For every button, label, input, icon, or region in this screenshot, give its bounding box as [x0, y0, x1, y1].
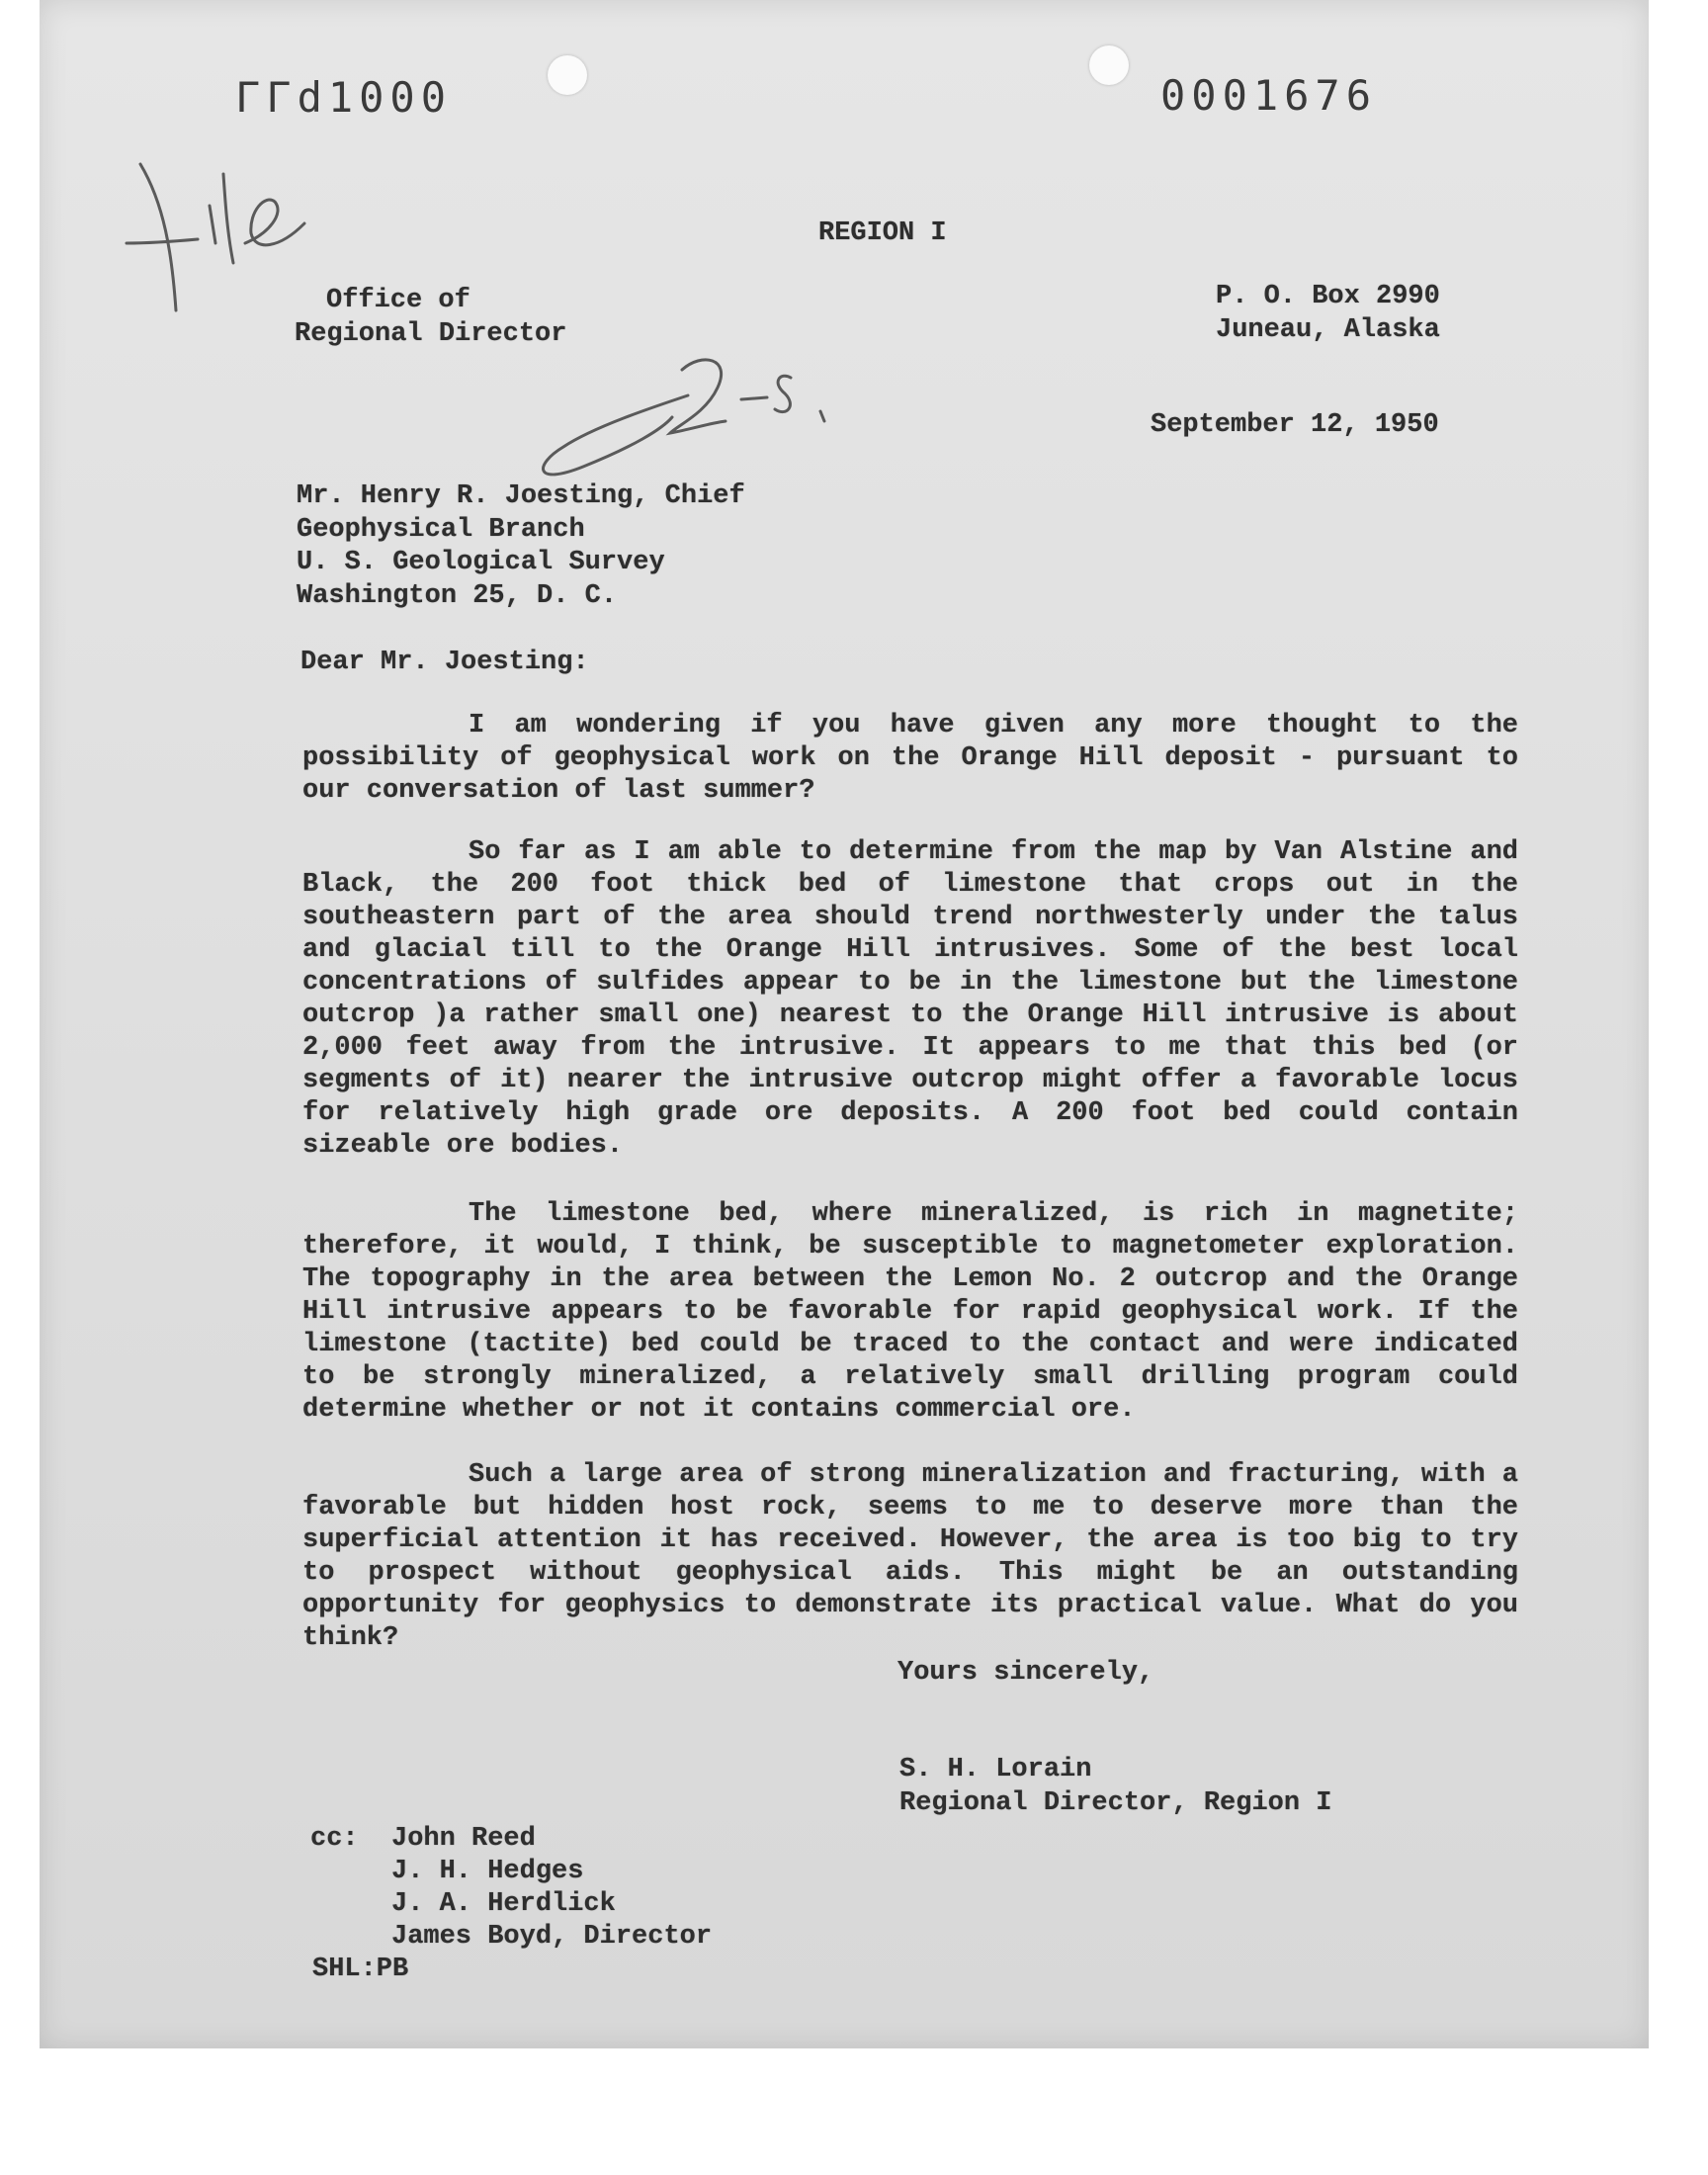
signature-name: S. H. Lorain [899, 1755, 1092, 1784]
recipient-line: Mr. Henry R. Joesting, Chief [297, 481, 745, 511]
typist-initials: SHL:PB [312, 1955, 409, 1984]
punch-hole-left [548, 55, 587, 95]
cc-recipient: J. A. Herdlick [391, 1889, 616, 1919]
paragraph-text: So far as I am able to determine from the map by Van Alstine and Black, the 200 foot thick bed of limestone that crops out in the southeastern part of the area should trend northwesterly under the talus and glacial till to the Orange Hill intrusives. Some of the best local concentrations of sulfides appear to be in the limestone but the limestone outcrop )a rather small one) nearest to the Orange Hill intrusive is about 2,000 feet away from the intrusive. It appears to me that this bed (or segments of it) nearer the intrusive outcrop might offer a favorable locus for relatively high grade ore deposits. A 200 foot bed could contain sizeable ore bodies. [302, 837, 1518, 1161]
document-number-stamp-right: 0001676 [1160, 71, 1378, 120]
paragraph-text: I am wondering if you have given any more thought to the possibility of geophysical work on the Orange Hill deposit - pursuant to our conversation of last summer? [302, 711, 1518, 806]
body-paragraph [302, 710, 1518, 808]
body-paragraph [302, 836, 1518, 1163]
address-line-1: P. O. Box 2990 [1216, 282, 1440, 311]
recipient-line: Geophysical Branch [297, 515, 585, 545]
document-number-stamp-left: ΓΓd1000 [235, 73, 453, 122]
salutation: Dear Mr. Joesting: [300, 648, 589, 677]
punch-hole-right [1089, 45, 1129, 85]
paragraph-text: Such a large area of strong mineralization and fracturing, with a favorable but hidden host rock, seems to me to deserve more than the superficial attention it has received. However, the area is too big to try to prospect without geophysical aids. This might be an outstanding opportunity for geophysics to demonstrate its practical value. What do you think? [302, 1460, 1518, 1653]
cc-label: cc: [310, 1824, 359, 1854]
cc-recipient: John Reed [391, 1824, 536, 1854]
handwritten-file-annotation [107, 95, 364, 352]
signature-title: Regional Director, Region I [899, 1788, 1332, 1818]
cc-recipient: James Boyd, Director [391, 1922, 713, 1952]
office-line-1: Office of [326, 286, 470, 315]
body-paragraph [302, 1198, 1518, 1427]
letter-date: September 12, 1950 [1151, 410, 1439, 440]
cc-recipient: J. H. Hedges [391, 1857, 584, 1886]
recipient-line: U. S. Geological Survey [297, 548, 665, 577]
handwritten-code-annotation [494, 338, 830, 496]
body-paragraph [302, 1459, 1518, 1655]
office-line-2: Regional Director [295, 319, 567, 349]
recipient-line: Washington 25, D. C. [297, 581, 618, 611]
paragraph-text: The limestone bed, where mineralized, is rich in magnetite; therefore, it would, I think, be susceptible to magnetometer exploration. The topography in the area between the Lemon No. 2 outcrop and the Orange Hill intrusive appears to be favorable for rapid geophysical work. If the limestone (tactite) bed could be traced to the contact and were indicated to be strongly mineralized, a relatively small drilling program could determine whether or not it contains commercial ore. [302, 1199, 1518, 1425]
region-heading: REGION I [818, 218, 947, 248]
address-line-2: Juneau, Alaska [1216, 315, 1440, 345]
closing: Yours sincerely, [897, 1658, 1154, 1688]
